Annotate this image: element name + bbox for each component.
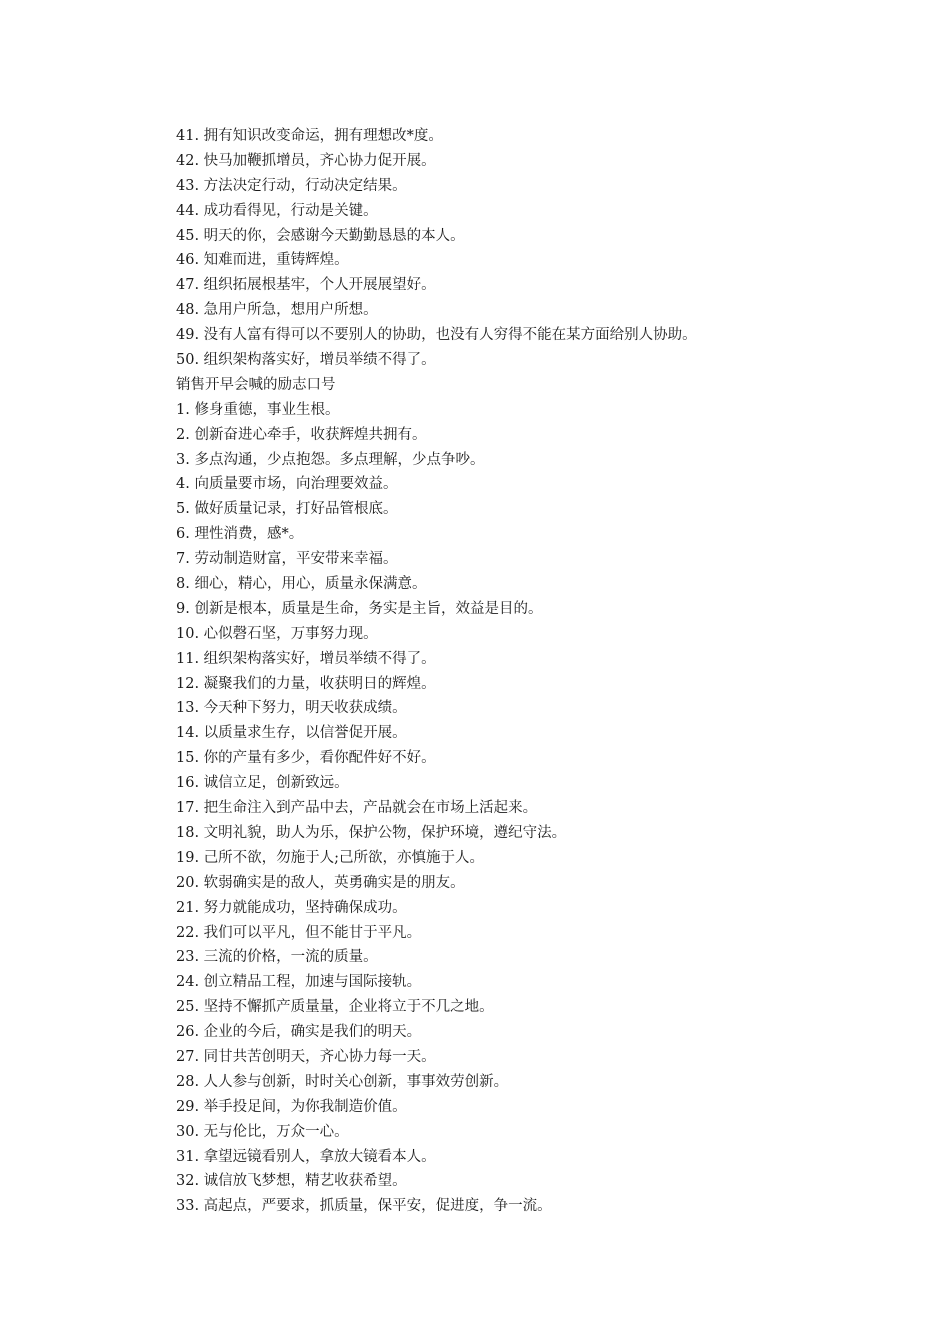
list-item: 32. 诚信放飞梦想，精艺收获希望。 (176, 1173, 407, 1190)
list-item: 24. 创立精品工程，加速与国际接轨。 (176, 974, 422, 991)
list-item: 46. 知难而进，重铸辉煌。 (176, 252, 349, 269)
list-item: 15. 你的产量有多少，看你配件好不好。 (176, 750, 436, 767)
list-item: 44. 成功看得见，行动是关键。 (176, 202, 378, 219)
list-item: 22. 我们可以平凡，但不能甘于平凡。 (176, 924, 422, 941)
list-item: 43. 方法决定行动，行动决定结果。 (176, 177, 407, 194)
list-item: 6. 理性消费，感*。 (176, 526, 304, 543)
list-item: 45. 明天的你，会感谢今天勤勤恳恳的本人。 (176, 227, 465, 244)
list-item: 9. 创新是根本，质量是生命，务实是主旨，效益是目的。 (176, 600, 543, 617)
list-item: 50. 组织架构落实好，增员举绩不得了。 (176, 352, 436, 369)
list-item: 21. 努力就能成功，坚持确保成功。 (176, 899, 407, 916)
list-item: 16. 诚信立足，创新致远。 (176, 775, 349, 792)
list-item: 30. 无与伦比，万众一心。 (176, 1123, 349, 1140)
list-item: 25. 坚持不懈抓产质量量，企业将立于不几之地。 (176, 999, 494, 1016)
list-item: 33. 高起点，严要求，抓质量，保平安，促进度，争一流。 (176, 1198, 552, 1215)
list-item: 8. 细心，精心，用心，质量永保满意。 (176, 576, 427, 593)
section-heading: 销售开早会喊的励志口号 (176, 376, 336, 393)
list-item: 26. 企业的今后，确实是我们的明天。 (176, 1024, 422, 1041)
list-item: 7. 劳动制造财富，平安带来幸福。 (176, 551, 398, 568)
list-item: 5. 做好质量记录，打好品管根底。 (176, 501, 398, 518)
list-item: 42. 快马加鞭抓增员，齐心协力促开展。 (176, 152, 436, 169)
list-item: 2. 创新奋进心牵手，收获辉煌共拥有。 (176, 426, 427, 443)
list-item: 4. 向质量要市场，向治理要效益。 (176, 476, 398, 493)
list-item: 18. 文明礼貌，助人为乐，保护公物，保护环境，遵纪守法。 (176, 824, 567, 841)
list-item: 47. 组织拓展根基牢，个人开展展望好。 (176, 277, 436, 294)
list-item: 19. 己所不欲，勿施于人;己所欲，亦慎施于人。 (176, 849, 485, 866)
list-item: 13. 今天种下努力，明天收获成绩。 (176, 700, 407, 717)
list-item: 20. 软弱确实是的敌人，英勇确实是的朋友。 (176, 874, 465, 891)
list-item: 10. 心似磬石坚，万事努力现。 (176, 625, 378, 642)
list-item: 12. 凝聚我们的力量，收获明日的辉煌。 (176, 675, 436, 692)
list-item: 48. 急用户所急，想用户所想。 (176, 302, 378, 319)
list-item: 28. 人人参与创新，时时关心创新，事事效劳创新。 (176, 1073, 509, 1090)
list-item: 27. 同甘共苦创明天，齐心协力每一天。 (176, 1048, 436, 1065)
list-item: 23. 三流的价格，一流的质量。 (176, 949, 378, 966)
list-item: 11. 组织架构落实好，增员举绩不得了。 (176, 650, 436, 667)
slogan-list (176, 124, 896, 1219)
list-item: 29. 举手投足间，为你我制造价值。 (176, 1098, 407, 1115)
list-item: 17. 把生命注入到产品中去，产品就会在市场上活起来。 (176, 800, 538, 817)
list-item: 41. 拥有知识改变命运，拥有理想改*度。 (176, 128, 443, 144)
list-item: 1. 修身重德，事业生根。 (176, 401, 340, 418)
list-item: 49. 没有人富有得可以不要别人的协助，也没有人穷得不能在某方面给别人协助。 (176, 327, 697, 344)
list-item: 3. 多点沟通，少点抱怨。多点理解，少点争吵。 (176, 451, 485, 468)
list-item: 31. 拿望远镜看别人，拿放大镜看本人。 (176, 1148, 436, 1165)
list-item: 14. 以质量求生存，以信誉促开展。 (176, 725, 407, 742)
